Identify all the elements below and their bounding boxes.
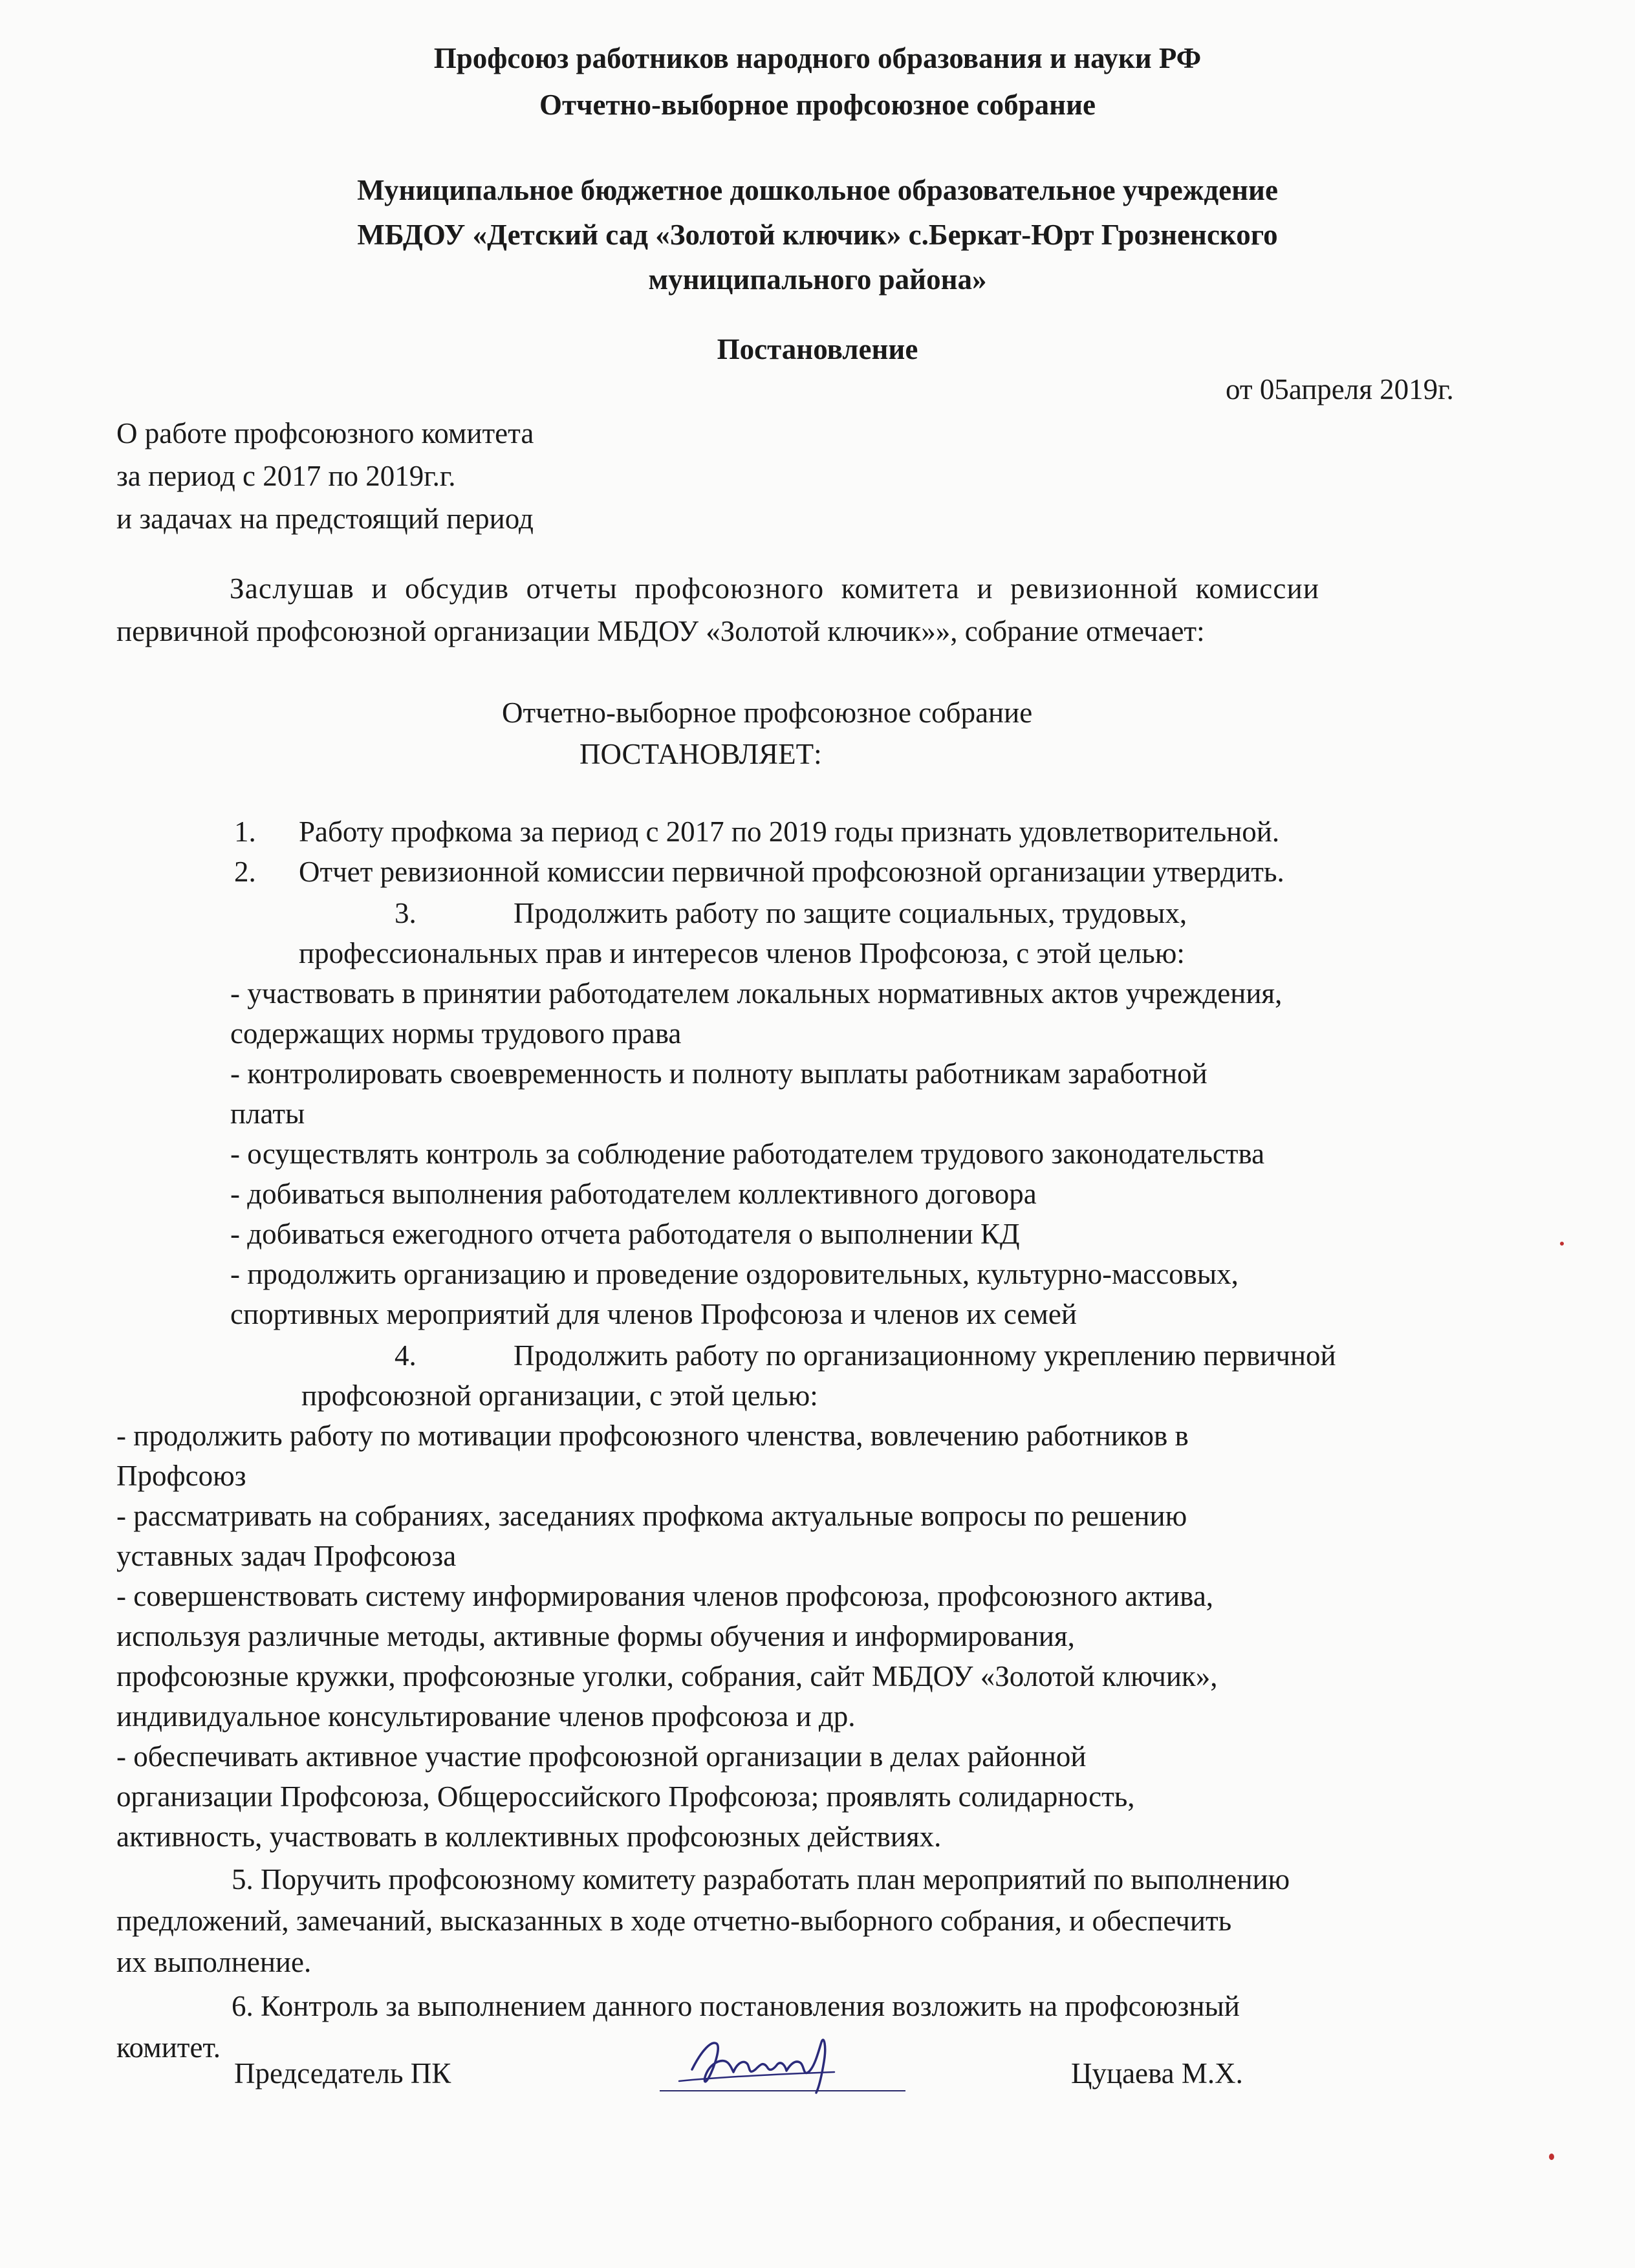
header-meeting-type: Отчетно-выборное профсоюзное собрание (539, 89, 1096, 121)
item-3-sub-line: - осуществлять контроль за соблюдение работодателем трудового законодательства (230, 1138, 1265, 1170)
intro-line-2: первичной профсоюзной организации МБДОУ «Золотой ключик»», собрание отмечает: (116, 615, 1205, 647)
item-2-number: 2. (234, 856, 256, 888)
item-4-sub-line: уставных задач Профсоюза (116, 1540, 457, 1572)
item-4-sub-line: - совершенствовать систему информирования членов профсоюза, профсоюзного актива, (116, 1580, 1214, 1612)
item-1-number: 1. (234, 815, 256, 848)
item-3-sub-line: - контролировать своевременность и полноту выплаты работникам заработной (230, 1057, 1207, 1090)
resolution-heading-line-1: Отчетно-выборное профсоюзное собрание (502, 697, 1033, 729)
item-3-line-1: Продолжить работу по защите социальных, трудовых, (514, 897, 1187, 929)
item-4-line-2: профсоюзной организации, с этой целью: (301, 1379, 818, 1412)
item-5-line-3: их выполнение. (116, 1946, 312, 1978)
scan-speck (1549, 2154, 1554, 2160)
item-3-sub-line: платы (230, 1097, 305, 1130)
item-4-sub-line: Профсоюз (116, 1460, 246, 1492)
item-4-sub-line: организации Профсоюза, Общероссийского Профсоюза; проявлять солидарность, (116, 1780, 1135, 1813)
item-3-sub-line: - участвовать в принятии работодателем локальных нормативных актов учреждения, (230, 977, 1283, 1010)
item-4-sub-line: профсоюзные кружки, профсоюзные уголки, собрания, сайт МБДОУ «Золотой ключик», (116, 1660, 1218, 1692)
signature-name: Цуцаева М.Х. (1071, 2057, 1243, 2090)
item-3-line-2: профессиональных прав и интересов членов Профсоюза, с этой целью: (299, 937, 1185, 969)
item-6-line-1: 6. Контроль за выполнением данного постановления возложить на профсоюзный (232, 1990, 1240, 2022)
signature-underline (660, 2090, 905, 2091)
item-3-sub-line: - добиваться ежегодного отчета работодателя о выполнении КД (230, 1218, 1020, 1250)
item-4-number: 4. (395, 1339, 417, 1372)
item-5-line-1: 5. Поручить профсоюзному комитету разработать план мероприятий по выполнению (232, 1863, 1290, 1895)
item-3-sub-line: - добиваться выполнения работодателем коллективного договора (230, 1178, 1037, 1210)
item-3-number: 3. (395, 897, 417, 929)
item-4-sub-line: используя различные методы, активные формы обучения и информирования, (116, 1620, 1075, 1652)
document-type-title: Постановление (717, 333, 918, 365)
resolution-heading-line-2: ПОСТАНОВЛЯЕТ: (579, 738, 822, 770)
item-4-sub-line: индивидуальное консультирование членов профсоюза и др. (116, 1700, 856, 1733)
item-4-sub-line: - рассматривать на собраниях, заседаниях профкома актуальные вопросы по решению (116, 1500, 1187, 1532)
institution-line-3: муниципального района» (648, 263, 987, 296)
item-6-line-2: комитет. (116, 2031, 221, 2064)
subject-line-3: и задачах на предстоящий период (116, 502, 534, 535)
item-3-sub-line: содержащих нормы трудового права (230, 1017, 682, 1050)
item-4-sub-line: - продолжить работу по мотивации профсоюзного членства, вовлечению работников в (116, 1420, 1189, 1452)
item-5-line-2: предложений, замечаний, высказанных в ходе отчетно-выборного собрания, и обеспечить (116, 1905, 1232, 1937)
item-3-sub-line: - продолжить организацию и проведение оздоровительных, культурно-массовых, (230, 1258, 1239, 1290)
institution-line-1: Муниципальное бюджетное дошкольное образовательное учреждение (357, 174, 1278, 206)
intro-line-1: Заслушав и обсудив отчеты профсоюзного комитета и ревизионной комиссии (230, 572, 1320, 605)
item-4-sub-line: - обеспечивать активное участие профсоюзной организации в делах районной (116, 1740, 1087, 1773)
item-2-text: Отчет ревизионной комиссии первичной профсоюзной организации утвердить. (299, 856, 1284, 888)
subject-line-2: за период с 2017 по 2019г.г. (116, 460, 456, 492)
item-1-text: Работу профкома за период с 2017 по 2019 годы признать удовлетворительной. (299, 815, 1280, 848)
subject-line-1: О работе профсоюзного комитета (116, 417, 534, 449)
item-4-line-1: Продолжить работу по организационному укреплению первичной (514, 1339, 1336, 1372)
scan-speck (1560, 1242, 1564, 1246)
item-3-sub-line: спортивных мероприятий для членов Профсоюза и членов их семей (230, 1298, 1077, 1330)
document-date: от 05апреля 2019г. (1226, 373, 1454, 405)
handwritten-signature (666, 2005, 860, 2102)
item-4-sub-line: активность, участвовать в коллективных профсоюзных действиях. (116, 1820, 942, 1853)
institution-line-2: МБДОУ «Детский сад «Золотой ключик» с.Беркат-Юрт Грозненского (357, 219, 1278, 251)
signature-role: Председатель ПК (234, 2057, 451, 2090)
header-union-name: Профсоюз работников народного образования и науки РФ (433, 42, 1202, 74)
